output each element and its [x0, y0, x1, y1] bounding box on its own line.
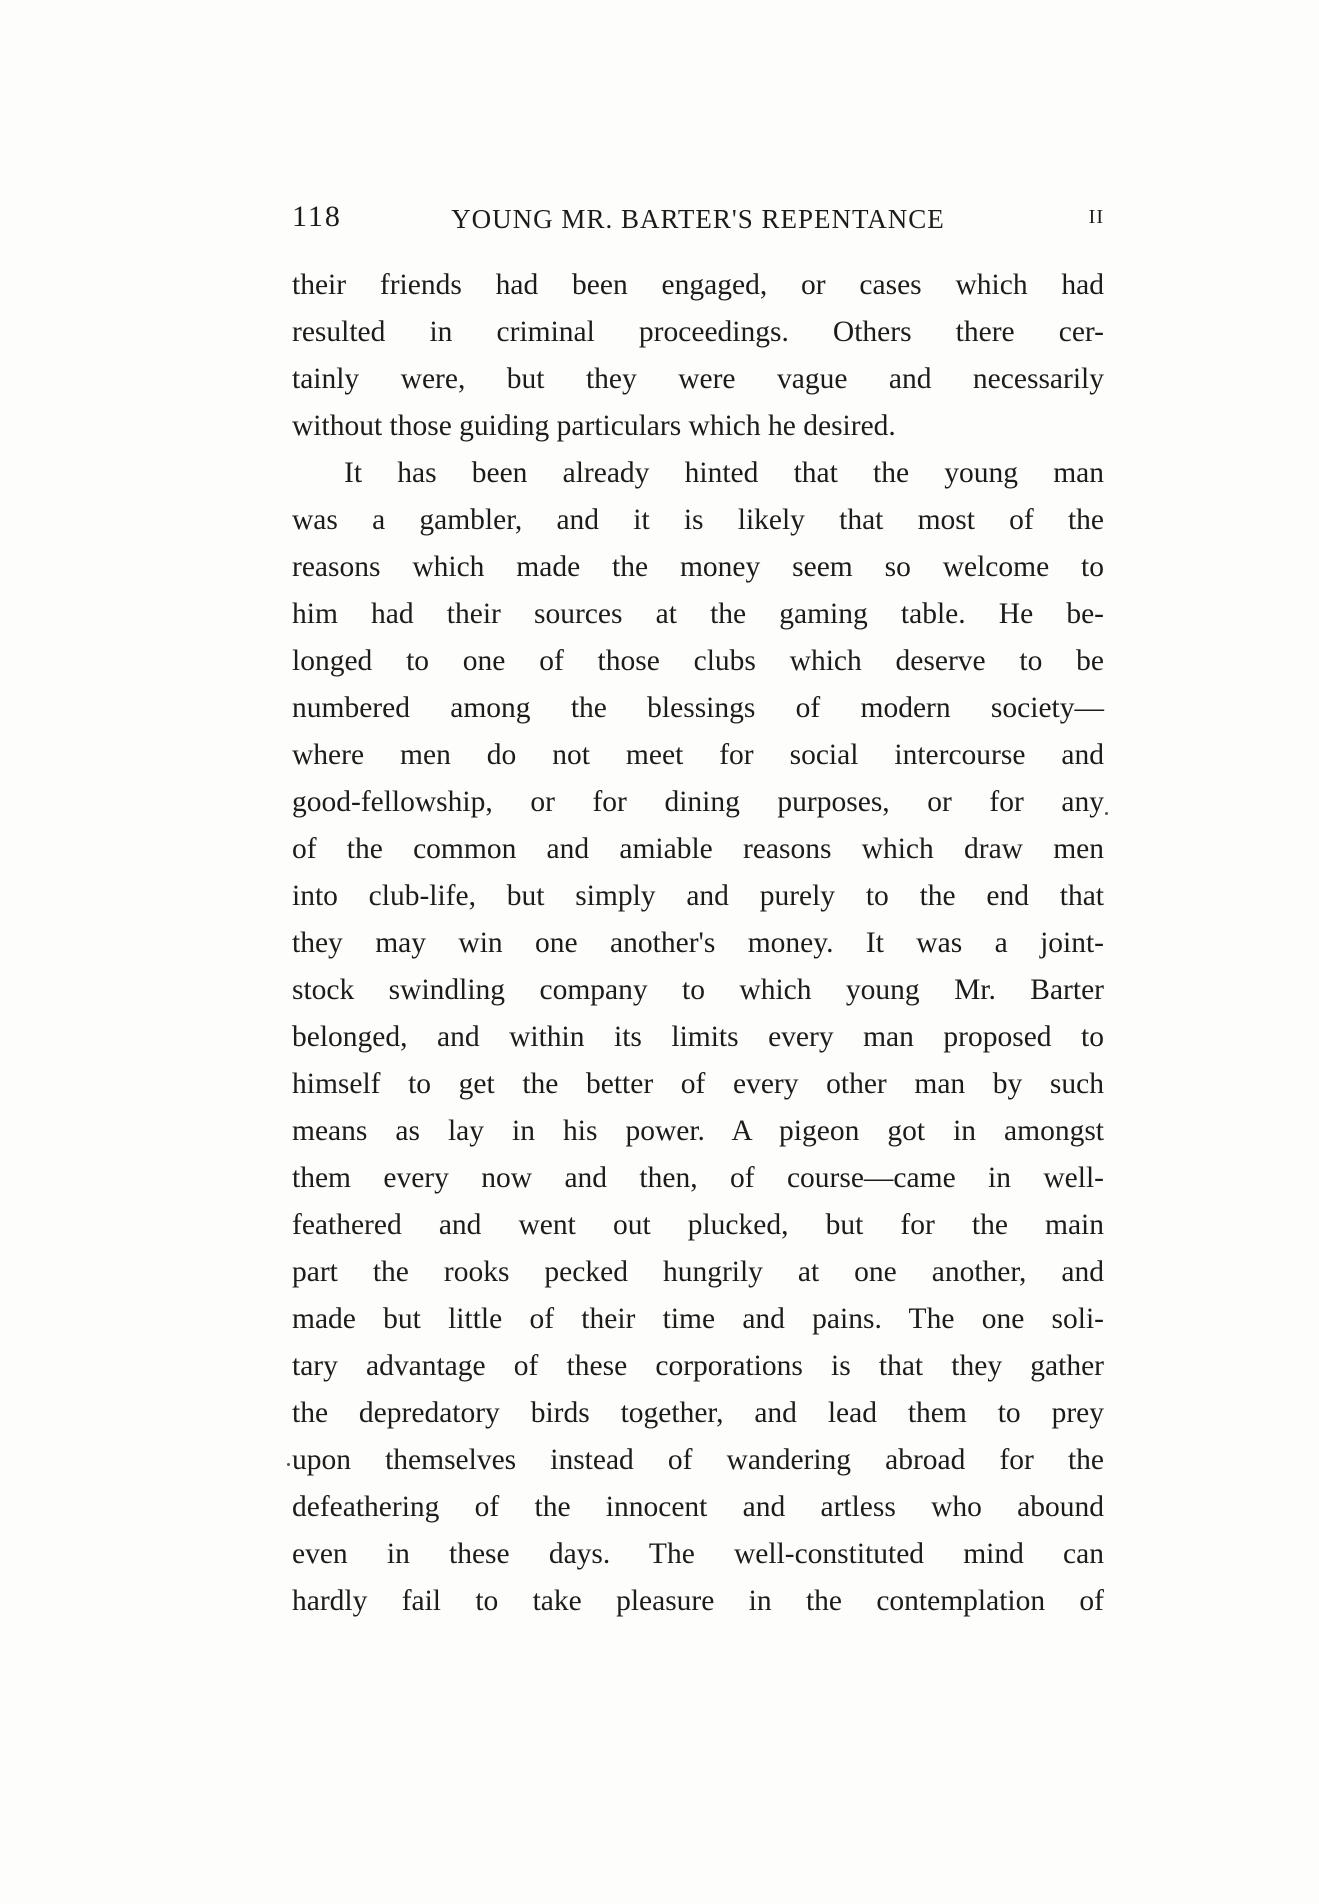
text-line: himself to get the better of every other man by such: [292, 1068, 1104, 1100]
signature-mark: II: [1088, 206, 1104, 228]
text-line: tainly were, but they were vague and necessarily: [292, 363, 1104, 395]
text-line: even in these days. The well-constituted mind can: [292, 1538, 1104, 1570]
text-line: stock swindling company to which young Mr. Barter: [292, 974, 1104, 1006]
text-line: numbered among the blessings of modern society—: [292, 692, 1104, 724]
text-line: where men do not meet for social intercourse and: [292, 739, 1104, 771]
text-line: hardly fail to take pleasure in the contemplation of: [292, 1585, 1104, 1617]
body-text: [292, 262, 1104, 1625]
text-line: their friends had been engaged, or cases which had: [292, 269, 1104, 301]
running-header: [292, 200, 1104, 244]
text-line: reasons which made the money seem so welcome to: [292, 551, 1104, 583]
text-line: It has been already hinted that the young man: [344, 457, 1104, 489]
text-line: resulted in criminal proceedings. Others there cer-: [292, 316, 1104, 348]
text-line: made but little of their time and pains. The one soli-: [292, 1303, 1104, 1335]
text-line: means as lay in his power. A pigeon got in amongst: [292, 1115, 1104, 1147]
text-line: the depredatory birds together, and lead them to prey: [292, 1397, 1104, 1429]
text-line: them every now and then, of course—came in well-: [292, 1162, 1104, 1194]
ink-speck: [287, 1463, 290, 1466]
ink-speck: [1105, 812, 1108, 815]
text-line: they may win one another's money. It was a joint-: [292, 927, 1104, 959]
text-line: upon themselves instead of wandering abroad for the: [292, 1444, 1104, 1476]
text-line: good-fellowship, or for dining purposes, or for any: [292, 786, 1104, 818]
running-title: YOUNG MR. BARTER'S REPENTANCE: [451, 204, 945, 234]
page-number: 118: [292, 200, 342, 233]
text-line: of the common and amiable reasons which draw men: [292, 833, 1104, 865]
text-line: feathered and went out plucked, but for the main: [292, 1209, 1104, 1241]
text-line: without those guiding particulars which he desired.: [292, 410, 896, 442]
text-line: was a gambler, and it is likely that most of the: [292, 504, 1104, 536]
text-line: him had their sources at the gaming table. He be-: [292, 598, 1104, 630]
text-line: defeathering of the innocent and artless who abound: [292, 1491, 1104, 1523]
text-line: into club-life, but simply and purely to the end that: [292, 880, 1104, 912]
text-line: tary advantage of these corporations is that they gather: [292, 1350, 1104, 1382]
text-line: part the rooks pecked hungrily at one another, and: [292, 1256, 1104, 1288]
text-line: belonged, and within its limits every man proposed to: [292, 1021, 1104, 1053]
text-line: longed to one of those clubs which deserve to be: [292, 645, 1104, 677]
